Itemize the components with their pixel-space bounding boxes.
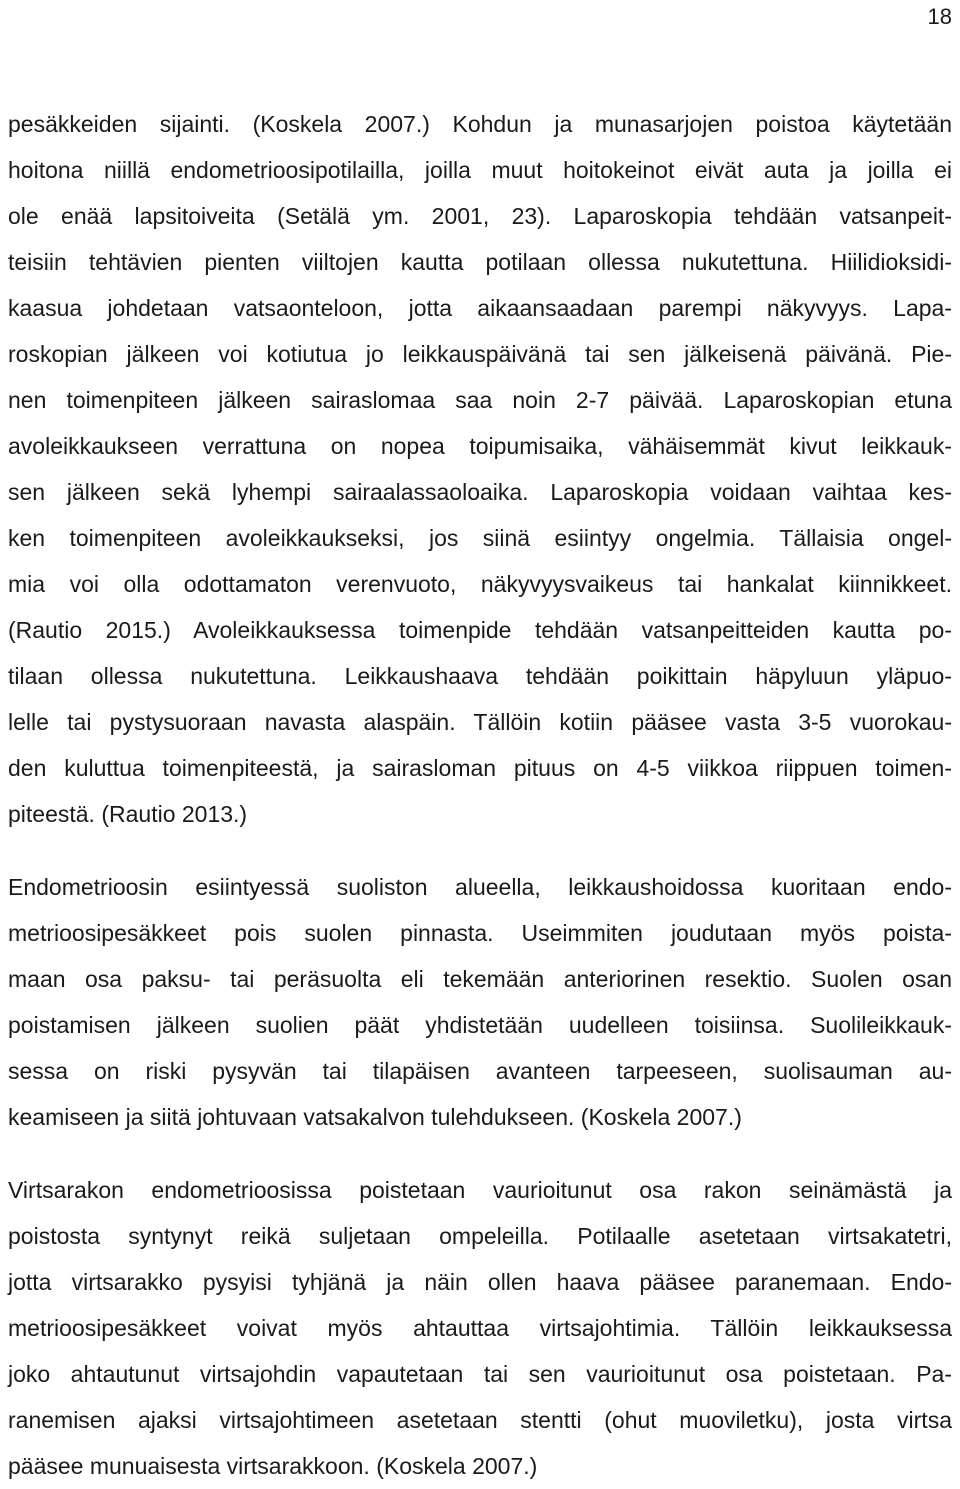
paragraph-bowel-endometriosis: [8, 864, 952, 1140]
text-line: poistosta syntynyt reikä suljetaan ompeleilla. Potilaalle asetetaan virtsakatetri,: [8, 1223, 952, 1249]
text-line: kaasua johdetaan vatsaonteloon, jotta aikaansaadaan parempi näkyvyys. Lapa-: [8, 295, 952, 321]
text-line: piteestä. (Rautio 2013.): [8, 801, 248, 827]
text-line: avoleikkaukseen verrattuna on nopea toipumisaika, vähäisemmät kivut leikkauk-: [8, 433, 952, 459]
text-line: Endometrioosin esiintyessä suoliston alueella, leikkaushoidossa kuoritaan endo-: [8, 874, 952, 900]
text-line: nen toimenpiteen jälkeen sairaslomaa saa noin 2-7 päivää. Laparoskopian etuna: [8, 387, 952, 413]
text-line: poistamisen jälkeen suolien päät yhdistetään uudelleen toisiinsa. Suolileikkauk-: [8, 1012, 952, 1038]
text-line: teisiin tehtävien pienten viiltojen kautta potilaan ollessa nukutettuna. Hiilidioksidi-: [8, 249, 952, 275]
text-line: (Rautio 2015.) Avoleikkauksessa toimenpide tehdään vatsanpeitteiden kautta po-: [8, 617, 952, 643]
text-line: keamiseen ja siitä johtuvaan vatsakalvon tulehdukseen. (Koskela 2007.): [8, 1104, 742, 1130]
paragraph-surgery-options: [8, 101, 952, 837]
text-line: hoitona niillä endometrioosipotilailla, joilla muut hoitokeinot eivät auta ja joilla ei: [8, 157, 952, 183]
text-line: Virtsarakon endometrioosissa poistetaan vaurioitunut osa rakon seinämästä ja: [8, 1177, 952, 1203]
text-line: metrioosipesäkkeet pois suolen pinnasta. Useimmiten joudutaan myös poista-: [8, 920, 952, 946]
text-line: pesäkkeiden sijainti. (Koskela 2007.) Kohdun ja munasarjojen poistoa käytetään: [8, 111, 952, 137]
text-line: maan osa paksu- tai peräsuolta eli tekemään anteriorinen resektio. Suolen osan: [8, 966, 952, 992]
text-line: ranemisen ajaksi virtsajohtimeen asetetaan stentti (ohut muoviletku), josta virtsa: [8, 1407, 952, 1433]
text-line: roskopian jälkeen voi kotiutua jo leikkauspäivänä tai sen jälkeisenä päivänä. Pie-: [8, 341, 952, 367]
text-line: ole enää lapsitoiveita (Setälä ym. 2001, 23). Laparoskopia tehdään vatsanpeit-: [8, 203, 952, 229]
text-line: mia voi olla odottamaton verenvuoto, näkyvyysvaikeus tai hankalat kiinnikkeet.: [8, 571, 952, 597]
text-line: lelle tai pystysuoraan navasta alaspäin. Tällöin kotiin pääsee vasta 3-5 vuorokau-: [8, 709, 952, 735]
text-line: pääsee munuaisesta virtsarakkoon. (Koskela 2007.): [8, 1453, 538, 1479]
text-line: den kuluttua toimenpiteestä, ja sairasloman pituus on 4-5 viikkoa riippuen toimen-: [8, 755, 952, 781]
text-line: tilaan ollessa nukutettuna. Leikkaushaava tehdään poikittain häpyluun yläpuo-: [8, 663, 952, 689]
text-line: ken toimenpiteen avoleikkaukseksi, jos siinä esiintyy ongelmia. Tällaisia ongel-: [8, 525, 952, 551]
paragraph-bladder-endometriosis: [8, 1167, 952, 1489]
text-line: sen jälkeen sekä lyhempi sairaalassaoloaika. Laparoskopia voidaan vaihtaa kes-: [8, 479, 952, 505]
page-number: 18: [927, 4, 952, 29]
text-line: sessa on riski pysyvän tai tilapäisen avanteen tarpeeseen, suolisauman au-: [8, 1058, 952, 1084]
text-line: joko ahtautunut virtsajohdin vapautetaan tai sen vaurioitunut osa poistetaan. Pa-: [8, 1361, 952, 1387]
text-line: metrioosipesäkkeet voivat myös ahtauttaa virtsajohtimia. Tällöin leikkauksessa: [8, 1315, 952, 1341]
text-line: jotta virtsarakko pysyisi tyhjänä ja näin ollen haava pääsee paranemaan. Endo-: [8, 1269, 952, 1295]
